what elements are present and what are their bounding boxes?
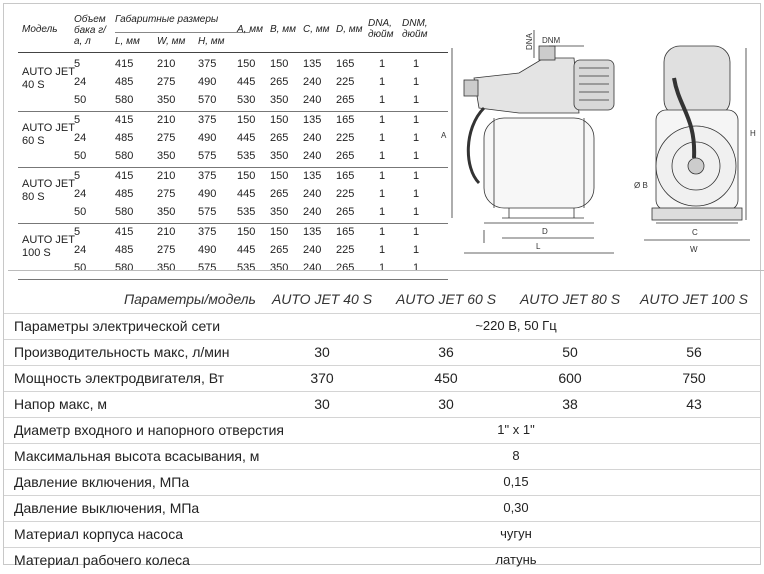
dimensions-cell: 580 bbox=[115, 206, 134, 218]
parameter-row bbox=[4, 469, 760, 496]
parameter-label: Производительность макс, л/мин bbox=[14, 344, 230, 360]
parameter-value: 450 bbox=[434, 370, 458, 386]
dimensions-cell: 1 bbox=[413, 170, 420, 182]
dimensions-cell: 350 bbox=[270, 94, 289, 106]
dimensions-cell: 225 bbox=[336, 188, 355, 200]
header-DNA: DNA, дюйм bbox=[368, 18, 394, 40]
parameter-value: 50 bbox=[562, 344, 578, 360]
dimensions-cell: 570 bbox=[198, 94, 217, 106]
parameter-common-value: 1" x 1" bbox=[497, 422, 535, 437]
model-header-60: AUTO JET 60 S bbox=[395, 291, 497, 307]
dimensions-cell: 490 bbox=[198, 188, 217, 200]
dimensions-cell: 150 bbox=[270, 170, 289, 182]
dimensions-cell: 445 bbox=[237, 132, 256, 144]
label-b: Ø B bbox=[634, 181, 648, 190]
dimensions-cell: 135 bbox=[303, 226, 322, 238]
dimensions-row bbox=[18, 260, 448, 278]
dimensions-cell: 5 bbox=[74, 170, 81, 182]
label-dna: DNA bbox=[525, 33, 534, 50]
dimensions-cell: 150 bbox=[270, 226, 289, 238]
dimensions-cell: 135 bbox=[303, 170, 322, 182]
header-divider bbox=[18, 52, 448, 53]
parameter-label: Максимальная высота всасывания, м bbox=[14, 448, 260, 464]
dimensions-cell: 150 bbox=[270, 114, 289, 126]
dimensions-cell: 1 bbox=[413, 94, 420, 106]
parameter-label: Мощность электродвигателя, Вт bbox=[14, 370, 225, 386]
dimensions-cell: 265 bbox=[336, 94, 355, 106]
dimensions-cell: 165 bbox=[336, 170, 355, 182]
parameter-common-value: 0,30 bbox=[503, 500, 529, 515]
dimensions-group bbox=[18, 56, 448, 112]
dimensions-row bbox=[18, 112, 448, 130]
dimensions-cell: 350 bbox=[157, 150, 176, 162]
dimensions-row bbox=[18, 74, 448, 92]
parameter-common-value: 0,15 bbox=[503, 474, 529, 489]
section-divider bbox=[8, 270, 764, 271]
dimensions-cell: 240 bbox=[303, 76, 322, 88]
dimensions-cell: 375 bbox=[198, 58, 217, 70]
dimensions-cell: 265 bbox=[336, 150, 355, 162]
header-overall: Габаритные размеры bbox=[115, 14, 219, 25]
dimensions-cell: 580 bbox=[115, 94, 134, 106]
header-A: A, мм bbox=[237, 24, 263, 35]
header-DNM: DNM, дюйм bbox=[402, 18, 428, 40]
parameters-header bbox=[4, 287, 760, 313]
parameter-row bbox=[4, 365, 760, 392]
dimensions-cell: 5 bbox=[74, 226, 81, 238]
dimensions-cell: 485 bbox=[115, 188, 134, 200]
label-l: L bbox=[536, 242, 541, 251]
parameter-label: Диаметр входного и напорного отверстия bbox=[14, 422, 284, 438]
dimensions-cell: 165 bbox=[336, 114, 355, 126]
dimensions-cell: 150 bbox=[237, 58, 256, 70]
dimensions-group bbox=[18, 224, 448, 280]
dimensions-cell: 50 bbox=[74, 262, 87, 274]
dimensions-cell: 350 bbox=[270, 262, 289, 274]
dimensions-cell: 490 bbox=[198, 244, 217, 256]
dimensions-cell: 490 bbox=[198, 132, 217, 144]
dimensions-cell: 350 bbox=[270, 206, 289, 218]
dimensions-cell: 415 bbox=[115, 114, 134, 126]
dimensions-cell: 350 bbox=[157, 262, 176, 274]
parameter-label: Материал рабочего колеса bbox=[14, 552, 190, 568]
dimensions-cell: 350 bbox=[270, 150, 289, 162]
parameter-common-value: 8 bbox=[512, 448, 520, 463]
dimensions-cell: 24 bbox=[74, 76, 87, 88]
dimensions-cell: 150 bbox=[270, 58, 289, 70]
dimensions-cell: 1 bbox=[379, 150, 386, 162]
dimensions-cell: 1 bbox=[413, 76, 420, 88]
pump-housing bbox=[474, 58, 579, 113]
parameter-label: Давление выключения, МПа bbox=[14, 500, 200, 516]
dimensions-cell: 375 bbox=[198, 226, 217, 238]
parameter-row bbox=[4, 521, 760, 548]
model-header-100: AUTO JET 100 S bbox=[640, 291, 748, 307]
header-C: C, мм bbox=[303, 24, 330, 35]
header-B: B, мм bbox=[270, 24, 296, 35]
hose-side bbox=[468, 108, 484, 183]
dimensions-cell: 485 bbox=[115, 132, 134, 144]
dimensions-cell: 265 bbox=[336, 262, 355, 274]
dimensions-cell: 350 bbox=[157, 206, 176, 218]
group-model: AUTO JET 80 S bbox=[22, 178, 75, 203]
header-underline bbox=[115, 32, 250, 33]
dimensions-row bbox=[18, 148, 448, 166]
header-D: D, мм bbox=[336, 24, 363, 35]
dimensions-cell: 240 bbox=[303, 244, 322, 256]
dimensions-cell: 240 bbox=[303, 262, 322, 274]
model-header-80: AUTO JET 80 S bbox=[519, 291, 621, 307]
dimensions-cell: 1 bbox=[379, 262, 386, 274]
dimensions-row bbox=[18, 204, 448, 222]
dimensions-cell: 575 bbox=[198, 262, 217, 274]
parameter-row bbox=[4, 443, 760, 470]
dimensions-cell: 1 bbox=[379, 206, 386, 218]
dimensions-header bbox=[18, 12, 448, 52]
dimensions-cell: 1 bbox=[379, 58, 386, 70]
parameter-value: 43 bbox=[686, 396, 702, 412]
parameter-label: Параметры электрической сети bbox=[14, 318, 221, 334]
dimensions-cell: 240 bbox=[303, 94, 322, 106]
parameter-common-value: латунь bbox=[495, 552, 537, 567]
group-model: AUTO JET 40 S bbox=[22, 66, 75, 91]
parameter-value: 30 bbox=[438, 396, 454, 412]
dimensions-cell: 50 bbox=[74, 150, 87, 162]
group-model: AUTO JET 60 S bbox=[22, 122, 75, 147]
parameter-value: 370 bbox=[310, 370, 334, 386]
dimensions-cell: 1 bbox=[379, 226, 386, 238]
dimensions-cell: 225 bbox=[336, 132, 355, 144]
dimensions-cell: 580 bbox=[115, 150, 134, 162]
dimensions-cell: 240 bbox=[303, 188, 322, 200]
dimensions-row bbox=[18, 92, 448, 110]
parameter-row bbox=[4, 313, 760, 340]
header-W: W, мм bbox=[157, 36, 186, 47]
parameter-common-value: чугун bbox=[500, 526, 532, 541]
dimensions-row bbox=[18, 224, 448, 242]
label-w: W bbox=[690, 245, 698, 254]
dimensions-cell: 415 bbox=[115, 58, 134, 70]
dimensions-cell: 225 bbox=[336, 244, 355, 256]
dimensions-cell: 1 bbox=[379, 94, 386, 106]
parameter-value: 30 bbox=[314, 396, 330, 412]
dimensions-cell: 1 bbox=[413, 132, 420, 144]
dimensions-cell: 1 bbox=[413, 206, 420, 218]
label-d: D bbox=[542, 227, 548, 236]
dimensions-cell: 375 bbox=[198, 170, 217, 182]
parameter-value: 600 bbox=[558, 370, 582, 386]
dimensions-cell: 535 bbox=[237, 150, 256, 162]
dimensions-cell: 1 bbox=[413, 114, 420, 126]
dimensions-cell: 265 bbox=[270, 188, 289, 200]
parameter-value: 56 bbox=[686, 344, 702, 360]
label-dnm: DNM bbox=[542, 36, 561, 45]
dimensions-cell: 275 bbox=[157, 132, 176, 144]
dimensions-row bbox=[18, 186, 448, 204]
dimensions-cell: 535 bbox=[237, 206, 256, 218]
parameter-value: 30 bbox=[314, 344, 330, 360]
dimensions-cell: 150 bbox=[237, 114, 256, 126]
motor-side bbox=[574, 60, 614, 110]
header-L: L, мм bbox=[115, 36, 140, 47]
label-h: H bbox=[750, 129, 756, 138]
header-tank: Объем бака г/а, л bbox=[74, 14, 106, 47]
dimensions-cell: 1 bbox=[379, 188, 386, 200]
dimensions-cell: 165 bbox=[336, 58, 355, 70]
dimensions-cell: 210 bbox=[157, 170, 176, 182]
parameter-label: Давление включения, МПа bbox=[14, 474, 190, 490]
dimensions-cell: 1 bbox=[413, 188, 420, 200]
pump-drawing bbox=[424, 18, 759, 268]
dimensions-cell: 415 bbox=[115, 170, 134, 182]
spec-sheet bbox=[3, 3, 761, 568]
dimensions-cell: 50 bbox=[74, 94, 87, 106]
dimensions-cell: 210 bbox=[157, 114, 176, 126]
dimensions-cell: 165 bbox=[336, 226, 355, 238]
model-header-40: AUTO JET 40 S bbox=[271, 291, 373, 307]
label-c: C bbox=[692, 228, 698, 237]
dimensions-cell: 1 bbox=[379, 114, 386, 126]
dimensions-cell: 275 bbox=[157, 244, 176, 256]
dimensions-cell: 1 bbox=[413, 58, 420, 70]
dimensions-row bbox=[18, 56, 448, 74]
parameter-row bbox=[4, 495, 760, 522]
parameter-row bbox=[4, 417, 760, 444]
dimensions-cell: 445 bbox=[237, 188, 256, 200]
dimensions-cell: 375 bbox=[198, 114, 217, 126]
dimensions-cell: 445 bbox=[237, 76, 256, 88]
dimensions-cell: 1 bbox=[413, 150, 420, 162]
label-a: A bbox=[441, 131, 447, 140]
dimensions-row bbox=[18, 168, 448, 186]
dimensions-cell: 240 bbox=[303, 206, 322, 218]
dimensions-cell: 580 bbox=[115, 262, 134, 274]
dimensions-cell: 265 bbox=[270, 244, 289, 256]
dimensions-cell: 150 bbox=[237, 226, 256, 238]
parameter-value: 750 bbox=[682, 370, 706, 386]
dimensions-cell: 1 bbox=[413, 262, 420, 274]
parameter-label: Материал корпуса насоса bbox=[14, 526, 183, 542]
dimensions-cell: 265 bbox=[270, 132, 289, 144]
dimensions-cell: 575 bbox=[198, 206, 217, 218]
dimensions-cell: 210 bbox=[157, 226, 176, 238]
dimensions-cell: 1 bbox=[379, 76, 386, 88]
dimensions-cell: 445 bbox=[237, 244, 256, 256]
dimensions-cell: 24 bbox=[74, 188, 87, 200]
dimensions-cell: 225 bbox=[336, 76, 355, 88]
dimensions-cell: 1 bbox=[413, 226, 420, 238]
header-H: H, мм bbox=[198, 36, 225, 47]
dimensions-cell: 240 bbox=[303, 132, 322, 144]
parameters-header-label: Параметры/модель bbox=[124, 291, 256, 307]
dimensions-cell: 240 bbox=[303, 150, 322, 162]
dimensions-cell: 150 bbox=[237, 170, 256, 182]
dimensions-cell: 1 bbox=[413, 244, 420, 256]
dimensions-cell: 24 bbox=[74, 132, 87, 144]
dimensions-cell: 485 bbox=[115, 244, 134, 256]
dimensions-cell: 485 bbox=[115, 76, 134, 88]
dimensions-cell: 135 bbox=[303, 114, 322, 126]
dimensions-cell: 1 bbox=[379, 244, 386, 256]
dimensions-cell: 415 bbox=[115, 226, 134, 238]
parameter-row bbox=[4, 547, 760, 574]
dimensions-cell: 265 bbox=[270, 76, 289, 88]
dimensions-group bbox=[18, 168, 448, 224]
dimensions-cell: 535 bbox=[237, 262, 256, 274]
dimensions-cell: 50 bbox=[74, 206, 87, 218]
dimensions-cell: 350 bbox=[157, 94, 176, 106]
dimensions-cell: 275 bbox=[157, 188, 176, 200]
parameter-common-value: ~220 В, 50 Гц bbox=[475, 318, 557, 333]
parameter-row bbox=[4, 339, 760, 366]
header-model: Модель bbox=[22, 24, 58, 35]
dimensions-cell: 1 bbox=[379, 170, 386, 182]
dimensions-cell: 265 bbox=[336, 206, 355, 218]
dimensions-cell: 5 bbox=[74, 58, 81, 70]
dimensions-group bbox=[18, 112, 448, 168]
parameter-value: 38 bbox=[562, 396, 578, 412]
dimensions-cell: 275 bbox=[157, 76, 176, 88]
tank-side bbox=[484, 118, 594, 208]
dimensions-cell: 135 bbox=[303, 58, 322, 70]
dimensions-cell: 24 bbox=[74, 244, 87, 256]
dimensions-cell: 210 bbox=[157, 58, 176, 70]
dimensions-cell: 1 bbox=[379, 132, 386, 144]
dimensions-row bbox=[18, 130, 448, 148]
parameter-row bbox=[4, 391, 760, 418]
parameter-value: 36 bbox=[438, 344, 454, 360]
group-model: AUTO JET 100 S bbox=[22, 234, 75, 259]
dimensions-cell: 490 bbox=[198, 76, 217, 88]
dimensions-row bbox=[18, 242, 448, 260]
dimensions-cell: 575 bbox=[198, 150, 217, 162]
dimensions-cell: 530 bbox=[237, 94, 256, 106]
parameter-label: Напор макс, м bbox=[14, 396, 108, 412]
dimensions-cell: 5 bbox=[74, 114, 81, 126]
